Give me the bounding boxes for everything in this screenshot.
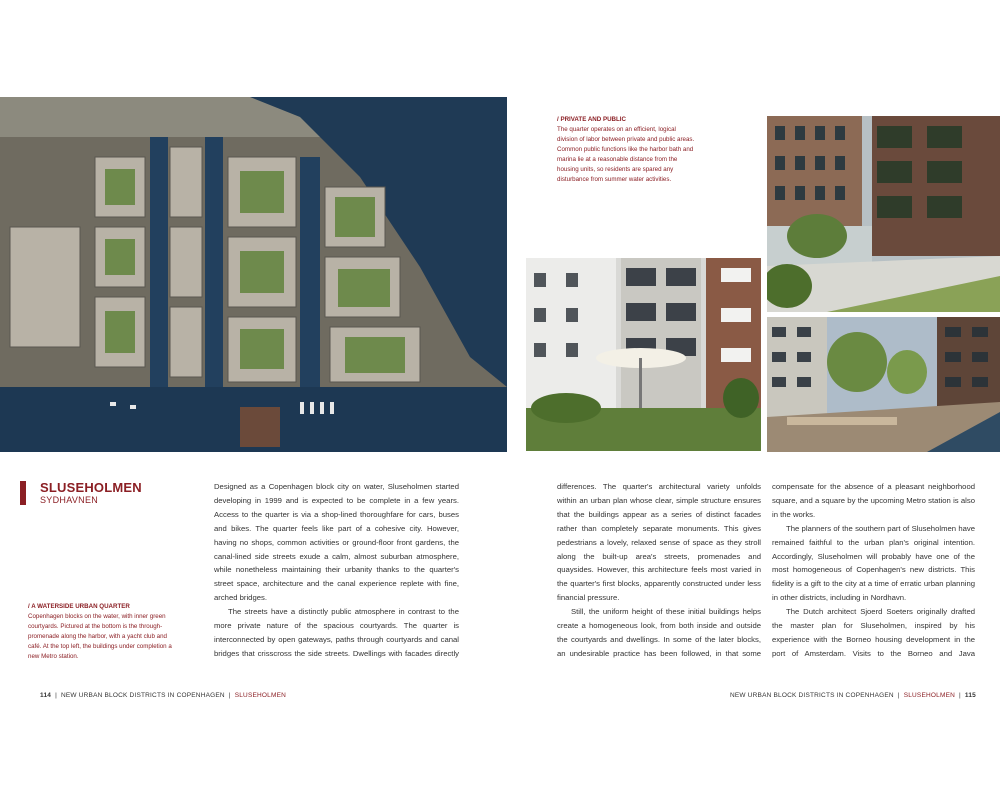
paragraph: The Dutch architect Sjoerd Soeters originally drafted the master plan for Sluseholmen, inspired by his experience with the Borneo housing development in the port of Amsterdam. Visits to the Borneo and Java (772, 607, 975, 658)
aerial-view-photo (0, 97, 507, 452)
section-name: SLUSEHOLMEN (234, 692, 287, 699)
book-title: NEW URBAN BLOCK DISTRICTS IN COPENHAGEN (60, 692, 225, 699)
paragraph: The planners of the southern part of Sluseholmen have remained faithful to the urban plan's original intention. Accordingly, Sluseholmen will probably have one of the most homogeneous of Copenhagen's new districts. This fidelity is a gift to the city at a time of erratic urban planning in other districts, including in Nordhavn. (772, 523, 975, 603)
canal-promenade-photo (767, 317, 1000, 452)
caption-heading: / PRIVATE AND PUBLIC (557, 116, 626, 123)
page-subtitle: SYDHAVNEN (40, 495, 99, 505)
title-accent-bar (20, 481, 26, 505)
paragraph: differences. The quarter's architectural variety unfolds within an urban plan whose clear, simple structure ensures that the buildings appear as a series of distinct facades rather than completely separate monuments. This gives pedestrians a lovely, relaxed sense of space as they stroll along the built-up area's streets, promenades and quaysides. However, this architecture feels most varied in the quarter's first blocks, apparently constructed under less financial pressure. (557, 482, 761, 603)
courtyard-cafe-photo (526, 258, 761, 451)
photo-caption-private-public (557, 115, 697, 185)
page-title: SLUSEHOLMEN (40, 480, 142, 495)
section-name: SLUSEHOLMEN (903, 692, 956, 699)
caption-text: The quarter operates on an efficient, logical division of labor between private and public areas. Common public functions like the harbor bath and marina lie at a reasonable distance from the housing units, so residents are spared any disturbance from summer water activities. (557, 126, 695, 183)
paragraph: The streets have a distinctly public atmosphere in contrast to the more private nature of the spacious courtyards. The quarter is interconnected by open gateways, paths through courtyards and canal bridges that crisscross the side streets. Dwellings with facades directly (214, 607, 459, 658)
paragraph: compensate for the absence of a pleasant neighborhood square, and a square by the upcoming Metro station is also in the works. (772, 482, 975, 519)
brick-apartments-photo (767, 116, 1000, 312)
photo-caption-waterside (28, 602, 176, 662)
body-column-4 (772, 480, 975, 660)
body-column-1 (214, 480, 459, 660)
page-number: 114 (40, 692, 52, 699)
paragraph: Still, the uniform height of these initial buildings helps create a homogeneous look, from both inside and outside the courtyards and dwellings. In some of the later blocks, an undesirable practice has been followed, in that some (557, 607, 761, 658)
book-title: NEW URBAN BLOCK DISTRICTS IN COPENHAGEN (729, 692, 894, 699)
paragraph: Designed as a Copenhagen block city on water, Sluseholmen started developing in 1999 and is expected to be complete in a few years. Access to the quarter is via a shop-lined thoroughfare for cars, buses and bikes. The quarter feels like part of a cohesive city. However, having no shops, common activities or ground-floor front gardens, the canal-lined side streets exude a calm, almost suburban atmosphere, while nonetheless maintaining their urbanity thanks to the quarter's street space, architecture and the canal experience replete with fine, arched bridges. (214, 482, 459, 603)
body-column-3 (557, 480, 761, 660)
left-footer: 114 | NEW URBAN BLOCK DISTRICTS IN COPENHAGEN | SLUSEHOLMEN (40, 692, 287, 699)
caption-heading: / A WATERSIDE URBAN QUARTER (28, 603, 130, 610)
right-footer: NEW URBAN BLOCK DISTRICTS IN COPENHAGEN | SLUSEHOLMEN | 115 (729, 692, 976, 699)
caption-text: Copenhagen blocks on the water, with inner green courtyards. Pictured at the bottom is the through-promenade along the harbor, with a yacht club and café. At the top left, the buildings under completion a new Metro station. (28, 613, 172, 660)
page-number: 115 (964, 692, 976, 699)
